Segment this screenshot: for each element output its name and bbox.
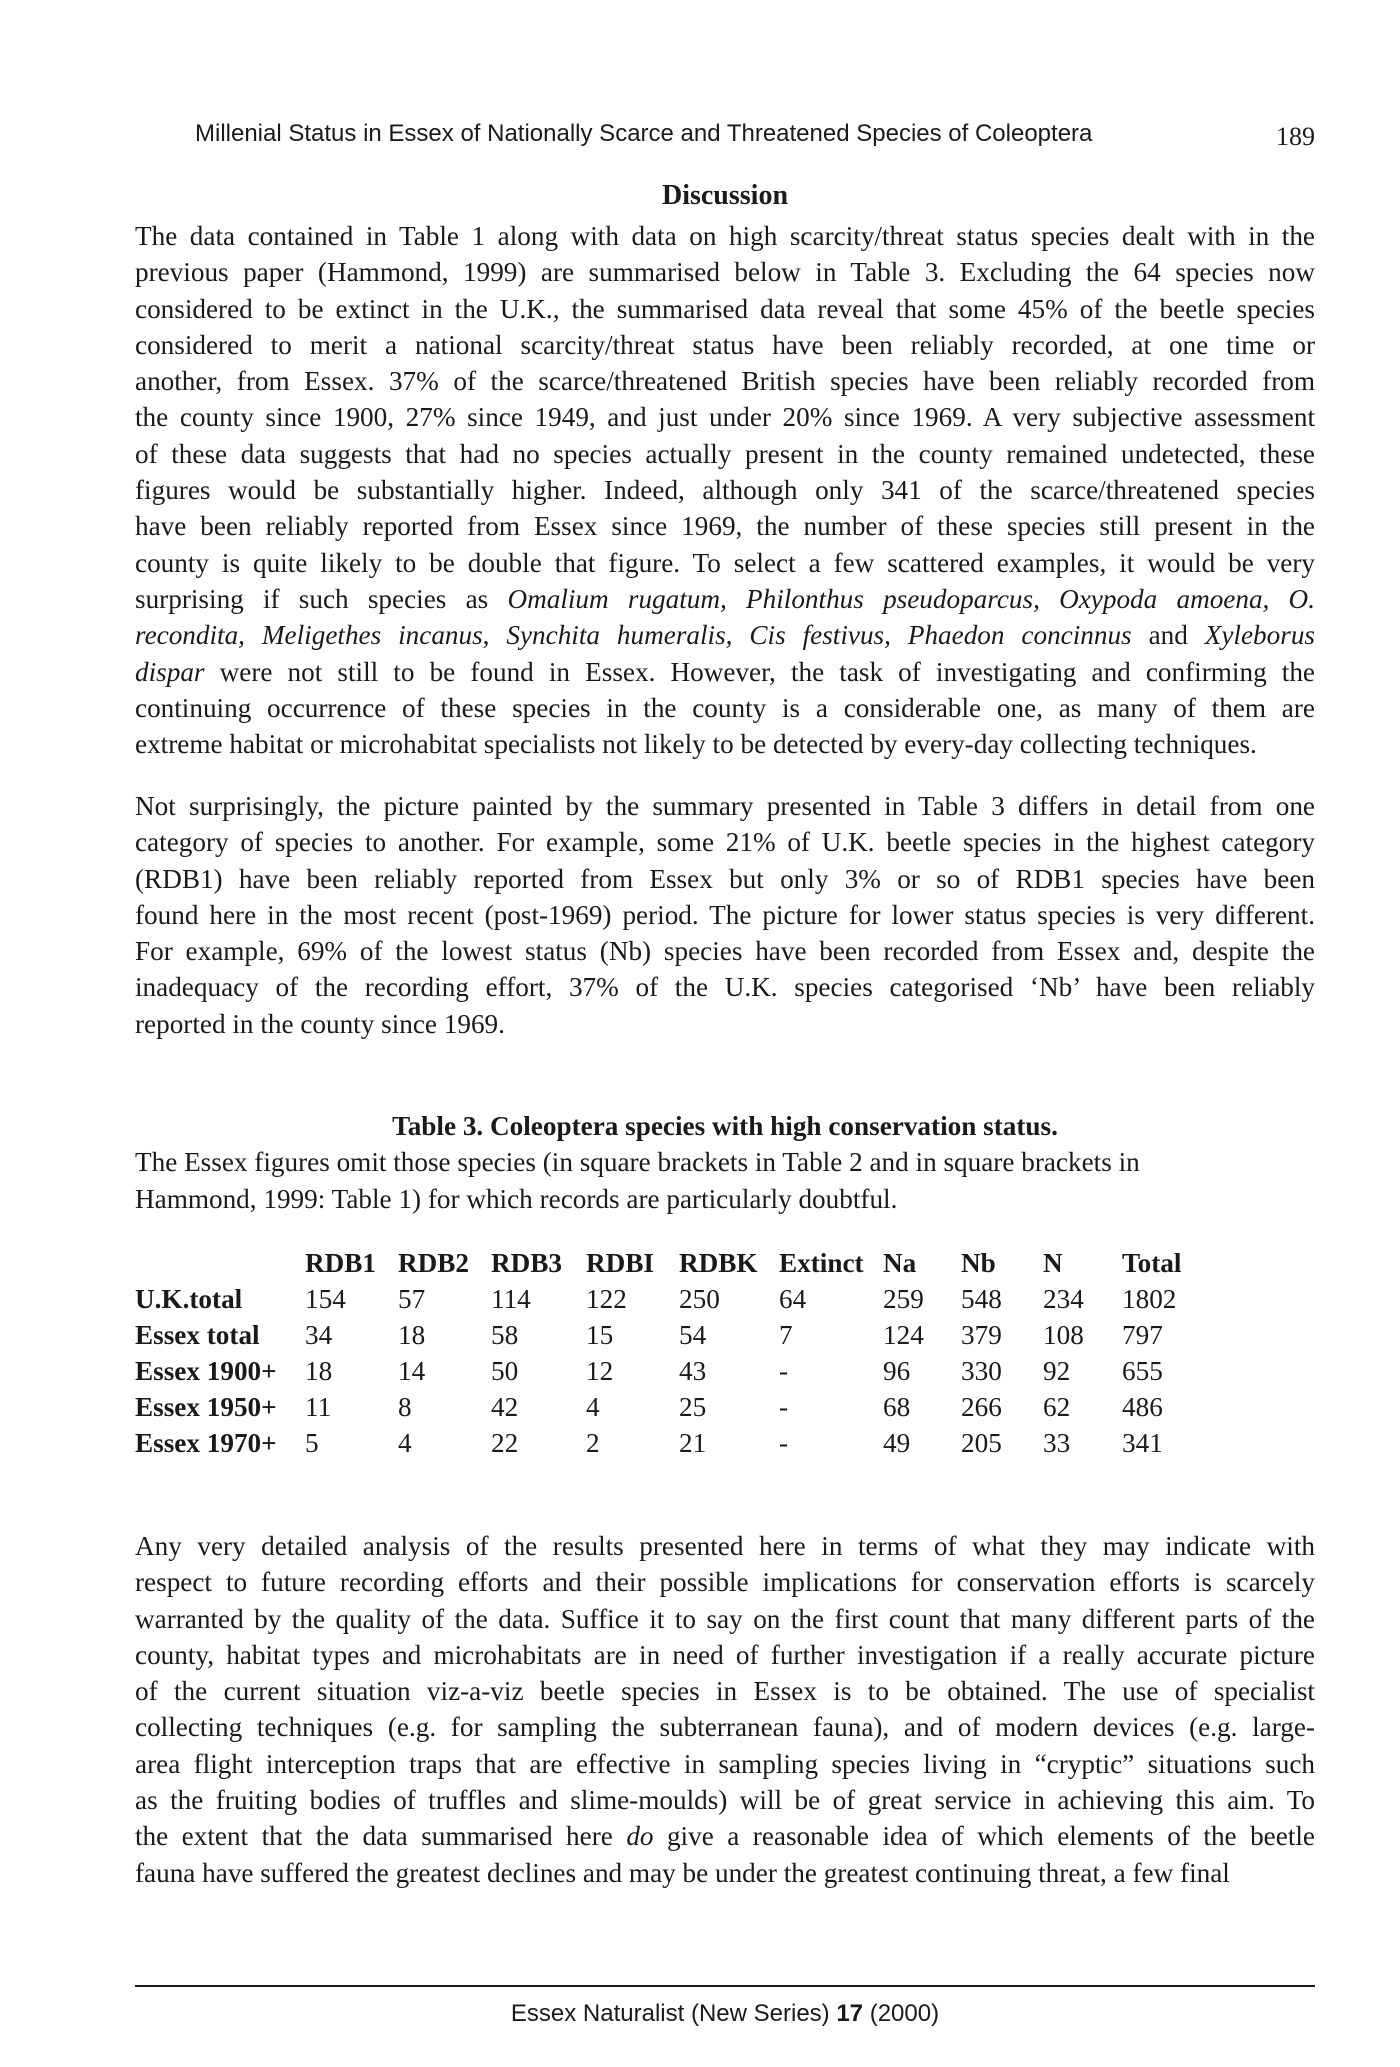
table-cell: 7 (779, 1320, 793, 1350)
column-header: Na (883, 1248, 917, 1278)
row-label: Essex 1970+ (135, 1428, 277, 1458)
text-line (135, 1528, 1315, 1564)
table-cell: 92 (1043, 1356, 1071, 1386)
table-cell: 34 (305, 1320, 333, 1350)
text-line (135, 472, 1315, 508)
footer-year: (2000) (863, 2000, 940, 2027)
table-cell: 1802 (1122, 1284, 1177, 1314)
table-cell: 5 (305, 1428, 319, 1458)
table-row (135, 1284, 1212, 1320)
table-cell: 205 (961, 1428, 1002, 1458)
table-cell: 797 (1122, 1320, 1163, 1350)
text-run: as the fruiting bodies of truffles and slime-moulds) will be of great service in achieving this aim. To (135, 1785, 1315, 1816)
text-run: warranted by the quality of the data. Suffice it to say on the first count that many different parts of the (135, 1603, 1315, 1634)
italic-text: recondita, Meligethes incanus, Synchita humeralis, Cis festivus, Phaedon concinnus (135, 620, 1132, 651)
column-header: RDBI (586, 1248, 654, 1278)
table-cell: 259 (883, 1284, 924, 1314)
table-title: Table 3. Coleoptera species with high conservation status. (392, 1111, 1058, 1141)
table-cell: 486 (1122, 1392, 1163, 1422)
table-cell: 68 (883, 1392, 911, 1422)
text-run: extreme habitat or microhabitat specialists not likely to be detected by every-day collecting techniques. (135, 729, 1257, 760)
table-cell: 25 (679, 1392, 707, 1422)
text-run: the extent that the data summarised here (135, 1821, 627, 1852)
table-cell: 58 (491, 1320, 519, 1350)
table-cell: 57 (398, 1284, 426, 1314)
table-cell: 21 (679, 1428, 707, 1458)
text-line: category of species to another. For example, some 21% of U.K. beetle species in the highest category (135, 827, 1315, 858)
conservation-status-table (135, 1248, 1212, 1464)
table-cell: 2 (586, 1428, 600, 1458)
table-cell: 234 (1043, 1284, 1084, 1314)
table-note-line: Hammond, 1999: Table 1) for which records are particularly doubtful. (135, 1183, 898, 1214)
table-cell: 330 (961, 1356, 1002, 1386)
text-run: county, habitat types and microhabitats are in need of further investigation if a really accurate picture (135, 1639, 1315, 1670)
italic-text: dispar (135, 656, 205, 687)
italic-text: do (626, 1821, 654, 1852)
text-run: county is quite likely to be double that figure. To select a few scattered examples, it would be very (135, 547, 1315, 578)
text-line (135, 1818, 1315, 1854)
table-cell: 14 (398, 1356, 426, 1386)
table-cell: 18 (305, 1356, 333, 1386)
text-line (135, 363, 1315, 399)
text-line (135, 1782, 1315, 1818)
table-header-row (135, 1248, 1212, 1284)
column-header: Extinct (779, 1248, 864, 1278)
text-run: figures would be substantially higher. Indeed, although only 341 of the scarce/threatened species (135, 475, 1315, 506)
table-cell: 12 (586, 1356, 614, 1386)
table-cell: 4 (586, 1392, 600, 1422)
text-line (135, 1637, 1315, 1673)
text-line: Not surprisingly, the picture painted by the summary presented in Table 3 differs in detail from one (135, 791, 1315, 821)
table-cell: 15 (586, 1320, 614, 1350)
text-run: Any very detailed analysis of the results presented here in terms of what they may indicate with (135, 1531, 1315, 1561)
table-cell: 250 (679, 1284, 720, 1314)
italic-text: Omalium rugatum, Philonthus pseudoparcus, Oxypoda amoena, O. (507, 583, 1315, 614)
table-cell: 96 (883, 1356, 911, 1386)
row-label: Essex 1950+ (135, 1392, 277, 1422)
text-line: found here in the most recent (post-1969) period. The picture for lower status species is very different. (135, 899, 1315, 930)
section-heading: Discussion (661, 180, 789, 211)
text-run: give a reasonable idea of which elements of the beetle (653, 1821, 1315, 1852)
table-cell: 379 (961, 1320, 1002, 1350)
text-line (135, 254, 1315, 290)
table-cell: 124 (883, 1320, 924, 1350)
table-cell: 266 (961, 1392, 1002, 1422)
text-line: For example, 69% of the lowest status (Nb) species have been recorded from Essex and, despite the (135, 936, 1315, 967)
text-line (135, 1709, 1315, 1745)
table-cell: 11 (305, 1392, 332, 1422)
footer-divider (135, 1985, 1315, 1987)
text-run: area flight interception traps that are effective in sampling species living in “cryptic” situations such (135, 1748, 1315, 1779)
text-line (135, 690, 1315, 726)
table-cell: 33 (1043, 1428, 1071, 1458)
text-line (135, 726, 1315, 762)
table-cell: 42 (491, 1392, 519, 1422)
table-cell: 4 (398, 1428, 412, 1458)
text-run: another, from Essex. 37% of the scarce/threatened British species have been reliably recorded from (135, 366, 1315, 397)
journal-footer (135, 2000, 1315, 2028)
table-cell: 18 (398, 1320, 426, 1350)
table-cell: 64 (779, 1284, 807, 1314)
table-cell: 62 (1043, 1392, 1071, 1422)
table-cell: 108 (1043, 1320, 1084, 1350)
table-note (135, 1144, 1315, 1217)
text-line: inadequacy of the recording effort, 37% of the U.K. species categorised ‘Nb’ have been reliably (135, 972, 1315, 1003)
column-header: RDBK (679, 1248, 758, 1278)
column-header: Total (1122, 1248, 1182, 1278)
table-caption (135, 1108, 1315, 1217)
table-row (135, 1428, 1212, 1464)
table-cell: 49 (883, 1428, 911, 1458)
text-line (135, 617, 1315, 653)
column-header (135, 1248, 305, 1284)
table-cell: - (779, 1356, 789, 1386)
table-note-line: The Essex figures omit those species (in square brackets in Table 2 and in square brackets in (135, 1147, 1140, 1178)
italic-text: Xyleborus (1204, 620, 1315, 651)
text-run: of the current situation viz-a-viz beetle species in Essex is to be obtained. The use of specialist (135, 1676, 1315, 1707)
text-run: fauna have suffered the greatest declines and may be under the greatest continuing threat, a few final (135, 1857, 1230, 1888)
table-cell: 114 (491, 1284, 531, 1314)
text-line: reported in the county since 1969. (135, 1008, 505, 1039)
text-line (135, 1855, 1315, 1891)
text-run: considered to merit a national scarcity/threat status have been reliably recorded, at one time or (135, 329, 1315, 360)
table-cell: - (779, 1428, 789, 1458)
table-cell: 43 (679, 1356, 707, 1386)
text-line (135, 436, 1315, 472)
discussion-paragraph-1 (135, 218, 1315, 762)
table-cell: 122 (586, 1284, 627, 1314)
footer-journal: Essex Naturalist (New Series) (510, 2000, 837, 2027)
running-title: Millenial Status in Essex of Nationally Scarce and Threatened Species of Coleoptera (195, 120, 1093, 147)
column-header: RDB3 (491, 1248, 562, 1278)
text-run: have been reliably reported from Essex since 1969, the number of these species still present in the (135, 511, 1315, 542)
analysis-paragraph (135, 1528, 1315, 1891)
text-line (135, 1673, 1315, 1709)
text-run: considered to be extinct in the U.K., the summarised data reveal that some 45% of the beetle species (135, 293, 1315, 324)
text-line (135, 327, 1315, 363)
table-row (135, 1356, 1212, 1392)
text-run: were not still to be found in Essex. However, the task of investigating and confirming the (204, 656, 1315, 687)
text-line (135, 1746, 1315, 1782)
text-run: continuing occurrence of these species in the county is a considerable one, as many of them are (135, 692, 1315, 723)
text-run: respect to future recording efforts and their possible implications for conservation efforts is scarcely (135, 1567, 1315, 1598)
text-line (135, 545, 1315, 581)
column-header: RDB2 (398, 1248, 469, 1278)
table-cell: 50 (491, 1356, 519, 1386)
text-run: The data contained in Table 1 along with data on high scarcity/threat status species dealt with in the (135, 221, 1315, 251)
text-run: collecting techniques (e.g. for sampling the subterranean fauna), and of modern devices (e.g. large- (135, 1712, 1315, 1743)
text-line (135, 1601, 1315, 1637)
column-header: Nb (961, 1248, 996, 1278)
table-cell: 655 (1122, 1356, 1163, 1386)
text-line (135, 291, 1315, 327)
footer-volume: 17 (836, 2000, 864, 2027)
table-cell: 22 (491, 1428, 519, 1458)
text-run: the county since 1900, 27% since 1949, and just under 20% since 1969. A very subjective assessment (135, 402, 1315, 433)
column-header: RDB1 (305, 1248, 376, 1278)
discussion-paragraph-2 (135, 788, 1315, 1042)
table-cell: 341 (1122, 1428, 1163, 1458)
text-run: of these data suggests that had no species actually present in the county remained undetected, these (135, 438, 1315, 469)
running-header (195, 118, 1315, 154)
table-cell: 154 (305, 1284, 346, 1314)
table-row (135, 1320, 1212, 1356)
table-cell: - (779, 1392, 789, 1422)
text-line: (RDB1) have been reliably reported from Essex but only 3% or so of RDB1 species have been (135, 863, 1315, 894)
row-label: Essex total (135, 1320, 260, 1350)
text-run: previous paper (Hammond, 1999) are summarised below in Table 3. Excluding the 64 species now (135, 257, 1315, 288)
table-cell: 8 (398, 1392, 412, 1422)
text-line (135, 654, 1315, 690)
row-label: U.K.total (135, 1284, 243, 1314)
text-line (135, 1564, 1315, 1600)
text-run: surprising if such species as (135, 583, 508, 614)
text-line (135, 399, 1315, 435)
row-label: Essex 1900+ (135, 1356, 277, 1386)
text-line (135, 581, 1315, 617)
table-cell: 548 (961, 1284, 1002, 1314)
table-cell: 54 (679, 1320, 707, 1350)
page-number: 189 (1276, 122, 1315, 151)
column-header: N (1043, 1248, 1063, 1278)
text-line (135, 508, 1315, 544)
text-run: and (1131, 620, 1205, 651)
text-line (135, 218, 1315, 254)
table-row (135, 1392, 1212, 1428)
